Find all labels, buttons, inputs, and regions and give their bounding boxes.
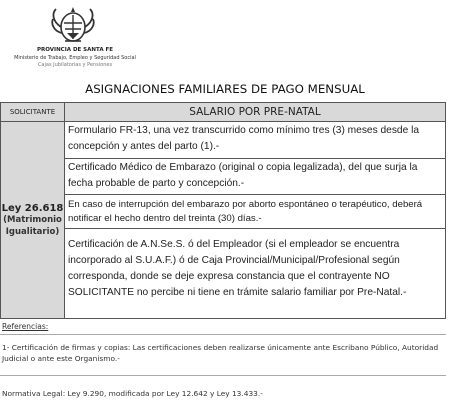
requirements-table bbox=[0, 102, 446, 319]
law-note-line-1: (Matrimonio bbox=[3, 214, 62, 225]
normativa-legal: Normativa Legal: Ley 9.290, modificada por Ley 12.642 y Ley 13.433.- bbox=[2, 389, 263, 398]
document-header bbox=[0, 0, 150, 75]
solicitante-cell bbox=[1, 122, 65, 318]
requirement-item: Certificado Médico de Embarazo (original o copia legalizada), del que surja la fecha probable de parto y concepción.- bbox=[65, 159, 445, 195]
references-text: 1- Certificación de firmas y copias: Las certificaciones deben realizarse únicamente ante Escribano Público, Autoridad Judicial o ante este Organismo.- bbox=[2, 343, 439, 363]
requirement-item: Formulario FR-13, una vez transcurrido como mínimo tres (3) meses desde la concepción y antes del parto (1).- bbox=[65, 122, 445, 159]
column-header-salario: SALARIO POR PRE-NATAL bbox=[65, 103, 445, 122]
law-label: Ley 26.618 bbox=[1, 202, 64, 214]
requirement-item: Certificación de A.N.Se.S. ó del Empleador (si el empleador se encuentra incorporado al S.U.A.F.) ó de Caja Provincial/Municipal/Profesional según corresponda, donde se deje expresa constancia que el contrayente NO SOLICITANTE no percibe ni tiene en trámite salario familiar por Pre-Natal.- bbox=[68, 239, 407, 298]
header-office: Cajas Jubilatorias y Pensiones bbox=[37, 62, 113, 68]
divider bbox=[0, 334, 446, 335]
header-province: PROVINCIA DE SANTA FE bbox=[36, 47, 114, 53]
requirement-item: En caso de interrupción del embarazo por aborto espontáneo o terapéutico, deberá notificar el hecho dentro del treinta (30) días.- bbox=[65, 195, 445, 229]
column-header-solicitante: SOLICITANTE bbox=[1, 103, 65, 122]
references-title: Referencias: bbox=[2, 322, 49, 331]
law-note-line-2: Igualitario) bbox=[5, 226, 60, 237]
divider bbox=[0, 375, 446, 376]
page-title: ASIGNACIONES FAMILIARES DE PAGO MENSUAL bbox=[85, 82, 365, 96]
province-emblem-icon bbox=[50, 3, 96, 47]
header-ministry: Ministerio de Trabajo, Empleo y Seguridad Social bbox=[14, 55, 136, 61]
